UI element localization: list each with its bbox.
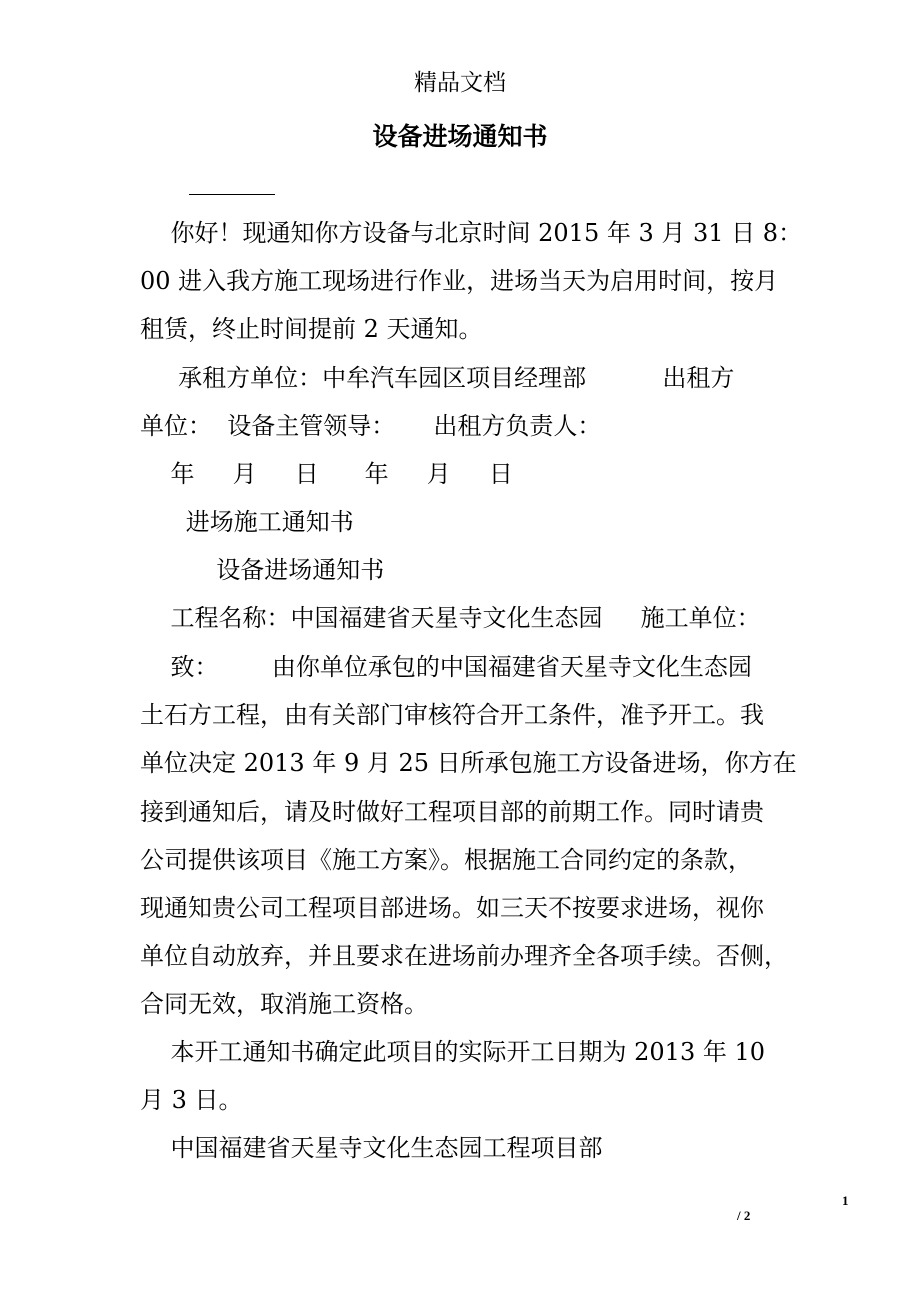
body-line: 进场施工通知书	[140, 508, 354, 536]
page-number: 1	[842, 1193, 849, 1208]
document-title: 设备进场通知书	[372, 122, 548, 151]
body-line: 设备进场通知书	[140, 556, 385, 584]
body-line: 致： 由你单位承包的中国福建省天星寺文化生态园	[140, 653, 752, 681]
body-line: 单位自动放弃，并且要求在进场前办理齐全各项手续。否侧，	[140, 942, 788, 970]
body-line: 本开工通知书确定此项目的实际开工日期为 2013 年 10	[140, 1038, 766, 1066]
body-line: 承租方单位：中牟汽车园区项目经理部 出租方	[140, 364, 735, 392]
page-total: / 2	[737, 1208, 751, 1223]
body-line: 工程名称：中国福建省天星寺文化生态园 施工单位：	[140, 604, 761, 632]
body-line: 单位决定 2013 年 9 月 25 日所承包施工方设备进场，你方在	[140, 749, 797, 777]
body-line: 中国福建省天星寺文化生态园工程项目部	[140, 1134, 603, 1162]
body-line: 租赁，终止时间提前 2 天通知。	[140, 315, 483, 343]
page-header: 精品文档	[414, 70, 506, 96]
body-line: 你好！现通知你方设备与北京时间 2015 年 3 月 31 日 8：	[140, 219, 803, 247]
body-line: 月 3 日。	[140, 1086, 243, 1114]
short-underline	[189, 194, 275, 195]
body-line: 合同无效，取消施工资格。	[140, 990, 428, 1018]
body-line: 单位： 设备主管领导： 出租方负责人：	[140, 412, 602, 440]
body-line: 00 进入我方施工现场进行作业，进场当天为启用时间，按月	[140, 267, 779, 295]
body-line: 公司提供该项目《施工方案》。根据施工合同约定的条款，	[140, 846, 752, 874]
body-line: 土石方工程，由有关部门审核符合开工条件，准予开工。我	[140, 701, 764, 729]
body-line: 年 月 日 年 月 日	[140, 460, 513, 488]
body-line: 现通知贵公司工程项目部进场。如三天不按要求进场，视你	[140, 894, 764, 922]
body-line: 接到通知后，请及时做好工程项目部的前期工作。同时请贵	[140, 798, 764, 826]
